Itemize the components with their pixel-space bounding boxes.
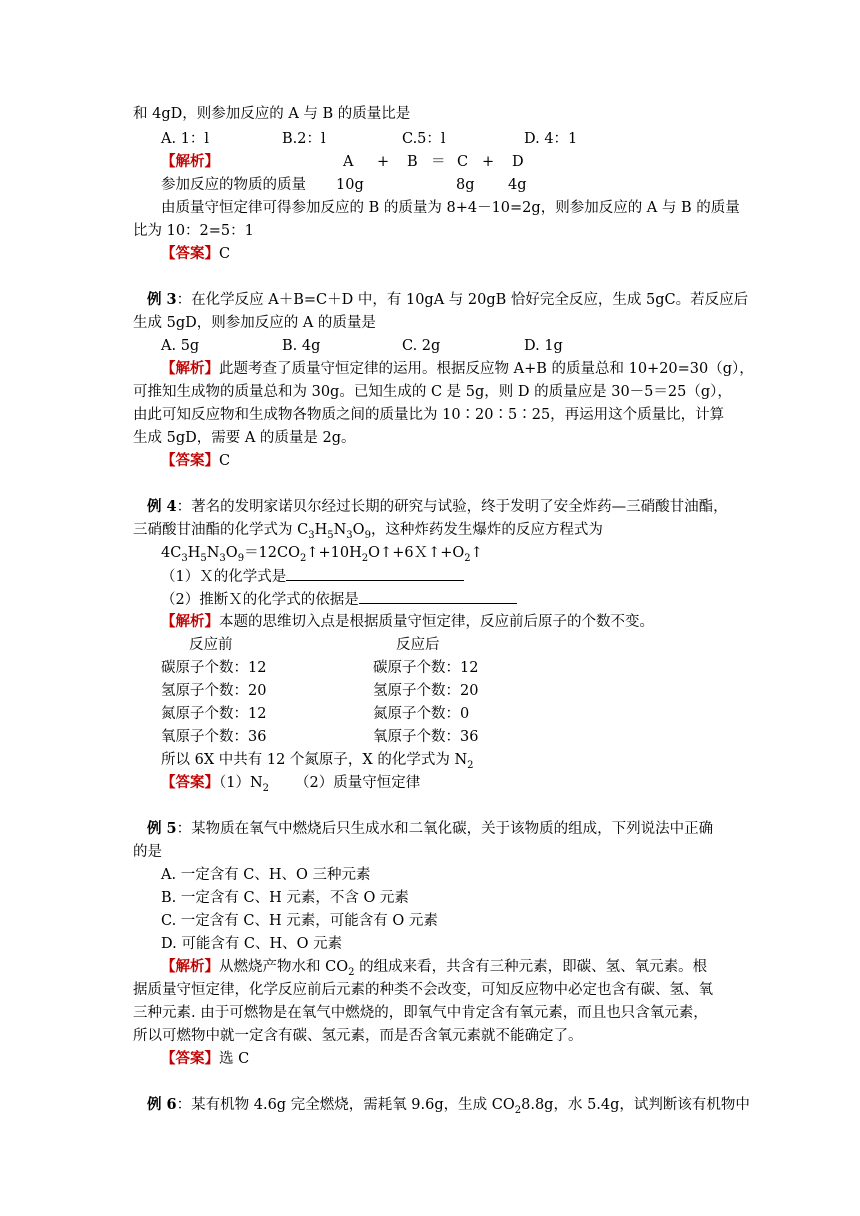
eq-text: 4C [161,545,182,561]
ex3-analysis-text: 此题考查了质量守恒定律的运用。根据反应物 A+B 的质量总和 10+20=30（g）， [219,361,754,377]
ex2-option-a: A. 1：l [161,131,210,147]
ex3-analysis-line: 可推知生成物的质量总和为 30g。已知生成的 C 是 5g，则 D 的质量应是 30－5＝25（g）， [133,384,732,400]
ex2-eq-plus1: + [377,154,390,170]
ex4-question [147,497,728,517]
ex2-answer-value: C [219,246,231,262]
ex2-analysis-line: 比为 10：2=5：1 [133,223,254,239]
ex3-answer [161,451,230,471]
subscript: 2 [467,759,474,771]
ex6-question [147,1095,750,1115]
ex2-mass-d: 4g [508,177,527,193]
ex4-heading: 例 4 [147,498,177,515]
ex3-option-c: C. 2g [402,338,441,354]
ex2-answer-label: 【答案】 [161,245,219,262]
ex2-option-b: B.2：l [282,131,326,147]
subscript: 2 [348,966,355,978]
ex5-question-text: ：某物质在氧气中燃烧后只生成水和二氧化碳，关于该物质的组成，下列说法中正确 [176,821,714,837]
ex4-before-hydrogen: 氢原子个数：20 [161,683,267,699]
ex4-conclusion-text: 所以 6X 中共有 12 个氮原子，X 的化学式为 N [161,752,468,768]
ex5-option-d: D. 可能含有 C、H、O 元素 [161,936,343,952]
ex3-option-a: A. 5g [161,338,200,354]
eq-text: H [187,545,201,561]
ex4-question-text: ：著名的发明家诺贝尔经过长期的研究与试验，终于发明了安全炸药—三硝酸甘油酯， [176,499,728,515]
answer-blank-2[interactable] [359,589,517,604]
ex4-analysis [161,612,654,632]
ex4-before-carbon: 碳原子个数：12 [161,660,267,676]
ex4-after-oxygen: 氧原子个数：36 [373,729,479,745]
ex4-subquestion-1 [161,566,464,587]
ex3-answer-value: C [219,453,231,469]
ex5-option-a: A. 一定含有 C、H、O 三种元素 [161,867,371,883]
ex3-analysis [161,359,754,379]
ex5-analysis-line: 所以可燃物中就一定含有碳、氢元素，而是否含氧元素就不能确定了。 [133,1028,583,1044]
ex3-analysis-label: 【解析】 [161,360,219,377]
ex4-subquestion-2 [161,589,517,610]
ex2-answer [161,244,230,264]
ex2-option-c: C.5：l [402,131,446,147]
ex3-question-text: ：在化学反应 A＋B=C＋D 中，有 10gA 与 20gB 恰好完全反应，生成 5gC。若反应后 [176,292,749,308]
ex2-eq-plus2: + [482,154,495,170]
ex2-eq-c: C [457,154,469,170]
answer-blank-1[interactable] [286,566,464,581]
ex2-option-d: D. 4：1 [524,131,578,147]
ex2-mass-c: 8g [456,177,475,193]
subscript: 5 [200,552,207,564]
ex2-analysis-label: 【解析】 [161,153,219,170]
ex4-analysis-text: 本题的思维切入点是根据质量守恒定律，反应前后原子的个数不变。 [219,614,654,630]
eq-text: O↑+6Ｘ↑+O [368,545,465,561]
ex5-heading: 例 5 [147,820,177,837]
ex5-answer-value: 选 C [219,1051,250,1067]
subscript: 2 [514,1104,522,1116]
ex2-eq-d: D [512,154,524,170]
subscript: 3 [308,529,315,541]
ex4-before-heading: 反应前 [189,637,233,653]
ex2-eq-a: A [343,154,354,170]
ex4-text: ，这种炸药发生爆炸的反应方程式为 [370,522,603,538]
subscript: 2 [300,552,307,564]
ex3-analysis-line: 由此可知反应物和生成物各物质之间的质量比为 10∶20∶5∶25，再运用这个质量比，计算 [133,407,725,423]
ex4-answer-label: 【答案】 [161,774,219,791]
ex3-heading: 例 3 [147,291,177,308]
ex3-option-b: B. 4g [282,338,321,354]
ex5-option-b: B. 一定含有 C、H 元素，不含 O 元素 [161,890,409,906]
ex5-question [147,819,713,839]
ex4-q1-text: （1）Ｘ的化学式是 [161,569,287,585]
eq-text: ＝12CO [244,545,300,561]
ex4-formula-line [133,520,603,540]
ex2-mass-label: 参加反应的物质的质量 [161,177,306,193]
ex4-reaction-equation [161,543,483,563]
ex4-text: O [352,522,365,538]
ex4-answer-1: （1）N [219,775,263,791]
ex2-mass-a: 10g [336,177,364,193]
subscript: 2 [361,552,369,564]
subscript: 5 [327,529,334,541]
subscript: 2 [464,552,471,564]
ex5-analysis-line: 三种元素. 由于可燃物是在氧气中燃烧的，即氧气中肯定含有氧元素，而且也只含氧元素， [133,1005,708,1021]
ex4-after-nitrogen: 氮原子个数：0 [373,706,470,722]
ex4-q2-text: （2）推断Ｘ的化学式的依据是 [161,592,359,608]
ex6-question-text: 8.8g，水 5.4g，试判断该有机物中 [521,1097,750,1113]
subscript: 3 [219,552,226,564]
ex5-option-c: C. 一定含有 C、H 元素，可能含有 O 元素 [161,913,438,929]
ex2-question-line: 和 4gD，则参加反应的 A 与 B 的质量比是 [133,106,411,122]
subscript: 3 [346,529,353,541]
ex4-after-carbon: 碳原子个数：12 [373,660,479,676]
ex4-answer-2: （2）质量守恒定律 [295,775,421,791]
ex4-conclusion [161,750,474,770]
ex5-analysis-line: 据质量守恒定律，化学反应前后元素的种类不会改变，可知反应物中必定也含有碳、氢、氧 [133,982,713,998]
ex4-before-nitrogen: 氮原子个数：12 [161,706,267,722]
ex5-analysis-text: 的组成来看，共含有三种元素，即碳、氢、氧元素。根 [354,959,708,975]
ex3-analysis-line: 生成 5gD，需要 A 的质量是 2g。 [133,430,356,446]
ex4-before-oxygen: 氧原子个数：36 [161,729,267,745]
ex2-eq-equals: ＝ [431,154,446,170]
ex4-text: 三硝酸甘油酯的化学式为 C [133,522,309,538]
ex5-analysis [161,957,707,977]
subscript: 3 [181,552,188,564]
eq-text: ↑+10H [306,545,362,561]
ex5-analysis-text: 从燃烧产物水和 CO [219,959,349,975]
ex3-answer-label: 【答案】 [161,452,219,469]
ex4-after-heading: 反应后 [396,637,440,653]
ex3-question [147,290,748,310]
subscript: 2 [262,782,270,794]
ex4-text: H [314,522,328,538]
ex6-question-text: ：某有机物 4.6g 完全燃烧，需耗氧 9.6g，生成 CO [176,1097,515,1113]
ex3-question-line: 生成 5gD，则参加反应的 A 的质量是 [133,315,376,331]
ex2-eq-b: B [407,154,418,170]
ex5-answer [161,1049,249,1069]
eq-text: ↑ [470,545,483,561]
subscript: 9 [237,552,245,564]
ex5-answer-label: 【答案】 [161,1050,219,1067]
ex4-text: N [333,522,347,538]
eq-text: O [225,545,238,561]
ex5-analysis-label: 【解析】 [161,958,219,975]
ex4-after-hydrogen: 氢原子个数：20 [373,683,479,699]
subscript: 9 [364,529,371,541]
ex6-heading: 例 6 [147,1096,177,1113]
ex5-question-line: 的是 [133,844,162,860]
ex2-analysis-line: 由质量守恒定律可得参加反应的 B 的质量为 8+4－10=2g，则参加反应的 A 与 B 的质量 [161,200,740,216]
ex3-option-d: D. 1g [524,338,563,354]
eq-text: N [206,545,220,561]
ex4-analysis-label: 【解析】 [161,613,219,630]
ex4-answer [161,773,420,793]
